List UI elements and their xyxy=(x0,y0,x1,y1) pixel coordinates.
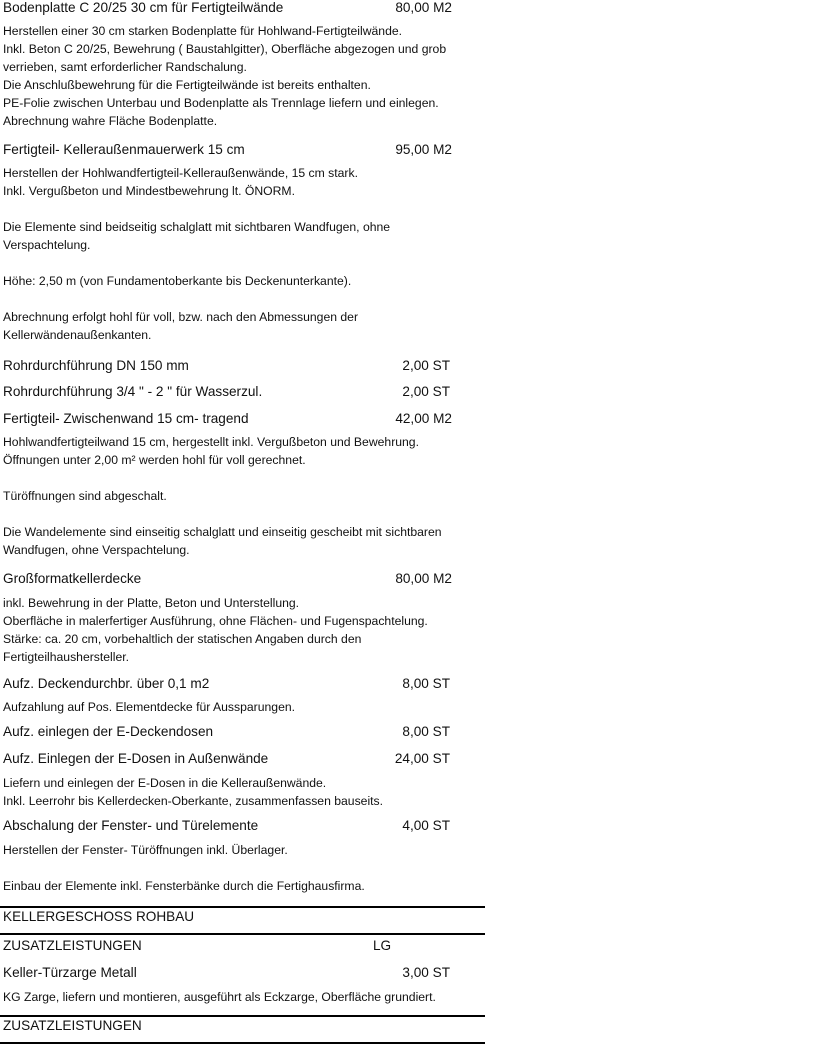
section-title: ZUSATZLEISTUNGEN xyxy=(3,1018,142,1033)
description-line: Abrechnung wahre Fläche Bodenplatte. xyxy=(3,114,218,128)
position-title: Fertigteil- Kelleraußenmauerwerk 15 cm xyxy=(3,142,245,157)
blank-line xyxy=(3,200,390,218)
section-code: LG xyxy=(373,938,392,953)
description-line: Herstellen einer 30 cm starken Bodenplatte für Hohlwand-Fertigteilwände. xyxy=(3,24,403,38)
position-description xyxy=(3,841,365,895)
position-quantity: 2,00 ST xyxy=(402,358,450,373)
description-line: Einbau der Elemente inkl. Fensterbänke durch die Fertighausfirma. xyxy=(3,879,365,893)
position-description xyxy=(3,594,428,666)
blank-line xyxy=(3,469,442,487)
description-line: Inkl. Leerrohr bis Kellerdecken-Oberkante, zusammenfassen bauseits. xyxy=(3,794,384,808)
description-line: Hohlwandfertigteilwand 15 cm, hergestellt inkl. Vergußbeton und Bewehrung. xyxy=(3,435,419,449)
description-line: Wandfugen, ohne Verspachtelung. xyxy=(3,543,190,557)
blank-line xyxy=(3,859,365,877)
description-line: Fertigteilhaushersteller. xyxy=(3,650,129,664)
description-line: Höhe: 2,50 m (von Fundamentoberkante bis Deckenunterkante). xyxy=(3,274,352,288)
description-line: Stärke: ca. 20 cm, vorbehaltlich der statischen Angaben durch den xyxy=(3,632,362,646)
description-line: Herstellen der Fenster- Türöffnungen inkl. Überlager. xyxy=(3,843,288,857)
description-line: verrieben, samt erforderlicher Randschalung. xyxy=(3,60,247,74)
position-quantity: 4,00 ST xyxy=(402,818,450,833)
position-title: Bodenplatte C 20/25 30 cm für Fertigteilwände xyxy=(3,0,284,15)
section-rule xyxy=(0,933,485,935)
position-quantity: 42,00 M2 xyxy=(395,411,452,426)
position-quantity: 80,00 M2 xyxy=(395,571,452,586)
position-title: Großformatkellerdecke xyxy=(3,571,142,586)
position-quantity: 3,00 ST xyxy=(402,965,450,980)
description-line: Öffnungen unter 2,00 m² werden hohl für voll gerechnet. xyxy=(3,453,306,467)
position-description xyxy=(3,698,295,716)
position-title: Aufz. Deckendurchbr. über 0,1 m2 xyxy=(3,676,210,691)
position-description xyxy=(3,433,442,559)
description-line: Aufzahlung auf Pos. Elementdecke für Aussparungen. xyxy=(3,700,296,714)
blank-line xyxy=(3,290,390,308)
description-line: Verspachtelung. xyxy=(3,238,91,252)
position-description xyxy=(3,988,436,1006)
position-quantity: 2,00 ST xyxy=(402,384,450,399)
description-line: Die Elemente sind beidseitig schalglatt mit sichtbaren Wandfugen, ohne xyxy=(3,220,391,234)
description-line: PE-Folie zwischen Unterbau und Bodenplatte als Trennlage liefern und einlegen. xyxy=(3,96,439,110)
position-quantity: 8,00 ST xyxy=(402,724,450,739)
description-line: Abrechnung erfolgt hohl für voll, bzw. nach den Abmessungen der xyxy=(3,310,359,324)
position-title: Rohrdurchführung DN 150 mm xyxy=(3,358,189,373)
description-line: KG Zarge, liefern und montieren, ausgeführt als Eckzarge, Oberfläche grundiert. xyxy=(3,990,436,1004)
position-quantity: 24,00 ST xyxy=(394,751,450,766)
position-title: Keller-Türzarge Metall xyxy=(3,965,137,980)
section-rule xyxy=(0,1015,485,1017)
position-title: Aufz. Einlegen der E-Dosen in Außenwände xyxy=(3,751,269,766)
position-title: Rohrdurchführung 3/4 " - 2 " für Wasserzul. xyxy=(3,384,263,399)
section-title: ZUSATZLEISTUNGEN xyxy=(3,938,142,953)
section-rule xyxy=(0,906,485,908)
position-description xyxy=(3,774,383,810)
position-quantity: 8,00 ST xyxy=(402,676,450,691)
position-title: Aufz. einlegen der E-Deckendosen xyxy=(3,724,214,739)
description-line: Herstellen der Hohlwandfertigteil-Kelleraußenwände, 15 cm stark. xyxy=(3,166,358,180)
description-line: Die Anschlußbewehrung für die Fertigteilwände ist bereits enthalten. xyxy=(3,78,371,92)
description-line: Liefern und einlegen der E-Dosen in die Kelleraußenwände. xyxy=(3,776,327,790)
position-quantity: 80,00 M2 xyxy=(395,0,452,15)
description-line: Kellerwändenaußenkanten. xyxy=(3,328,152,342)
position-description xyxy=(3,164,390,344)
description-line: Oberfläche in malerfertiger Ausführung, ohne Flächen- und Fugenspachtelung. xyxy=(3,614,428,628)
position-title: Fertigteil- Zwischenwand 15 cm- tragend xyxy=(3,411,249,426)
description-line: inkl. Bewehrung in der Platte, Beton und Unterstellung. xyxy=(3,596,300,610)
description-line: Inkl. Vergußbeton und Mindestbewehrung lt. ÖNORM. xyxy=(3,184,295,198)
description-line: Die Wandelemente sind einseitig schalglatt und einseitig gescheibt mit sichtbaren xyxy=(3,525,442,539)
position-description xyxy=(3,22,446,130)
blank-line xyxy=(3,254,390,272)
position-quantity: 95,00 M2 xyxy=(395,142,452,157)
position-title: Abschalung der Fenster- und Türelemente xyxy=(3,818,259,833)
section-title: KELLERGESCHOSS ROHBAU xyxy=(3,909,195,924)
section-rule xyxy=(0,1042,485,1044)
blank-line xyxy=(3,505,442,523)
description-line: Inkl. Beton C 20/25, Bewehrung ( Baustahlgitter), Oberfläche abgezogen und grob xyxy=(3,42,447,56)
description-line: Türöffnungen sind abgeschalt. xyxy=(3,489,167,503)
